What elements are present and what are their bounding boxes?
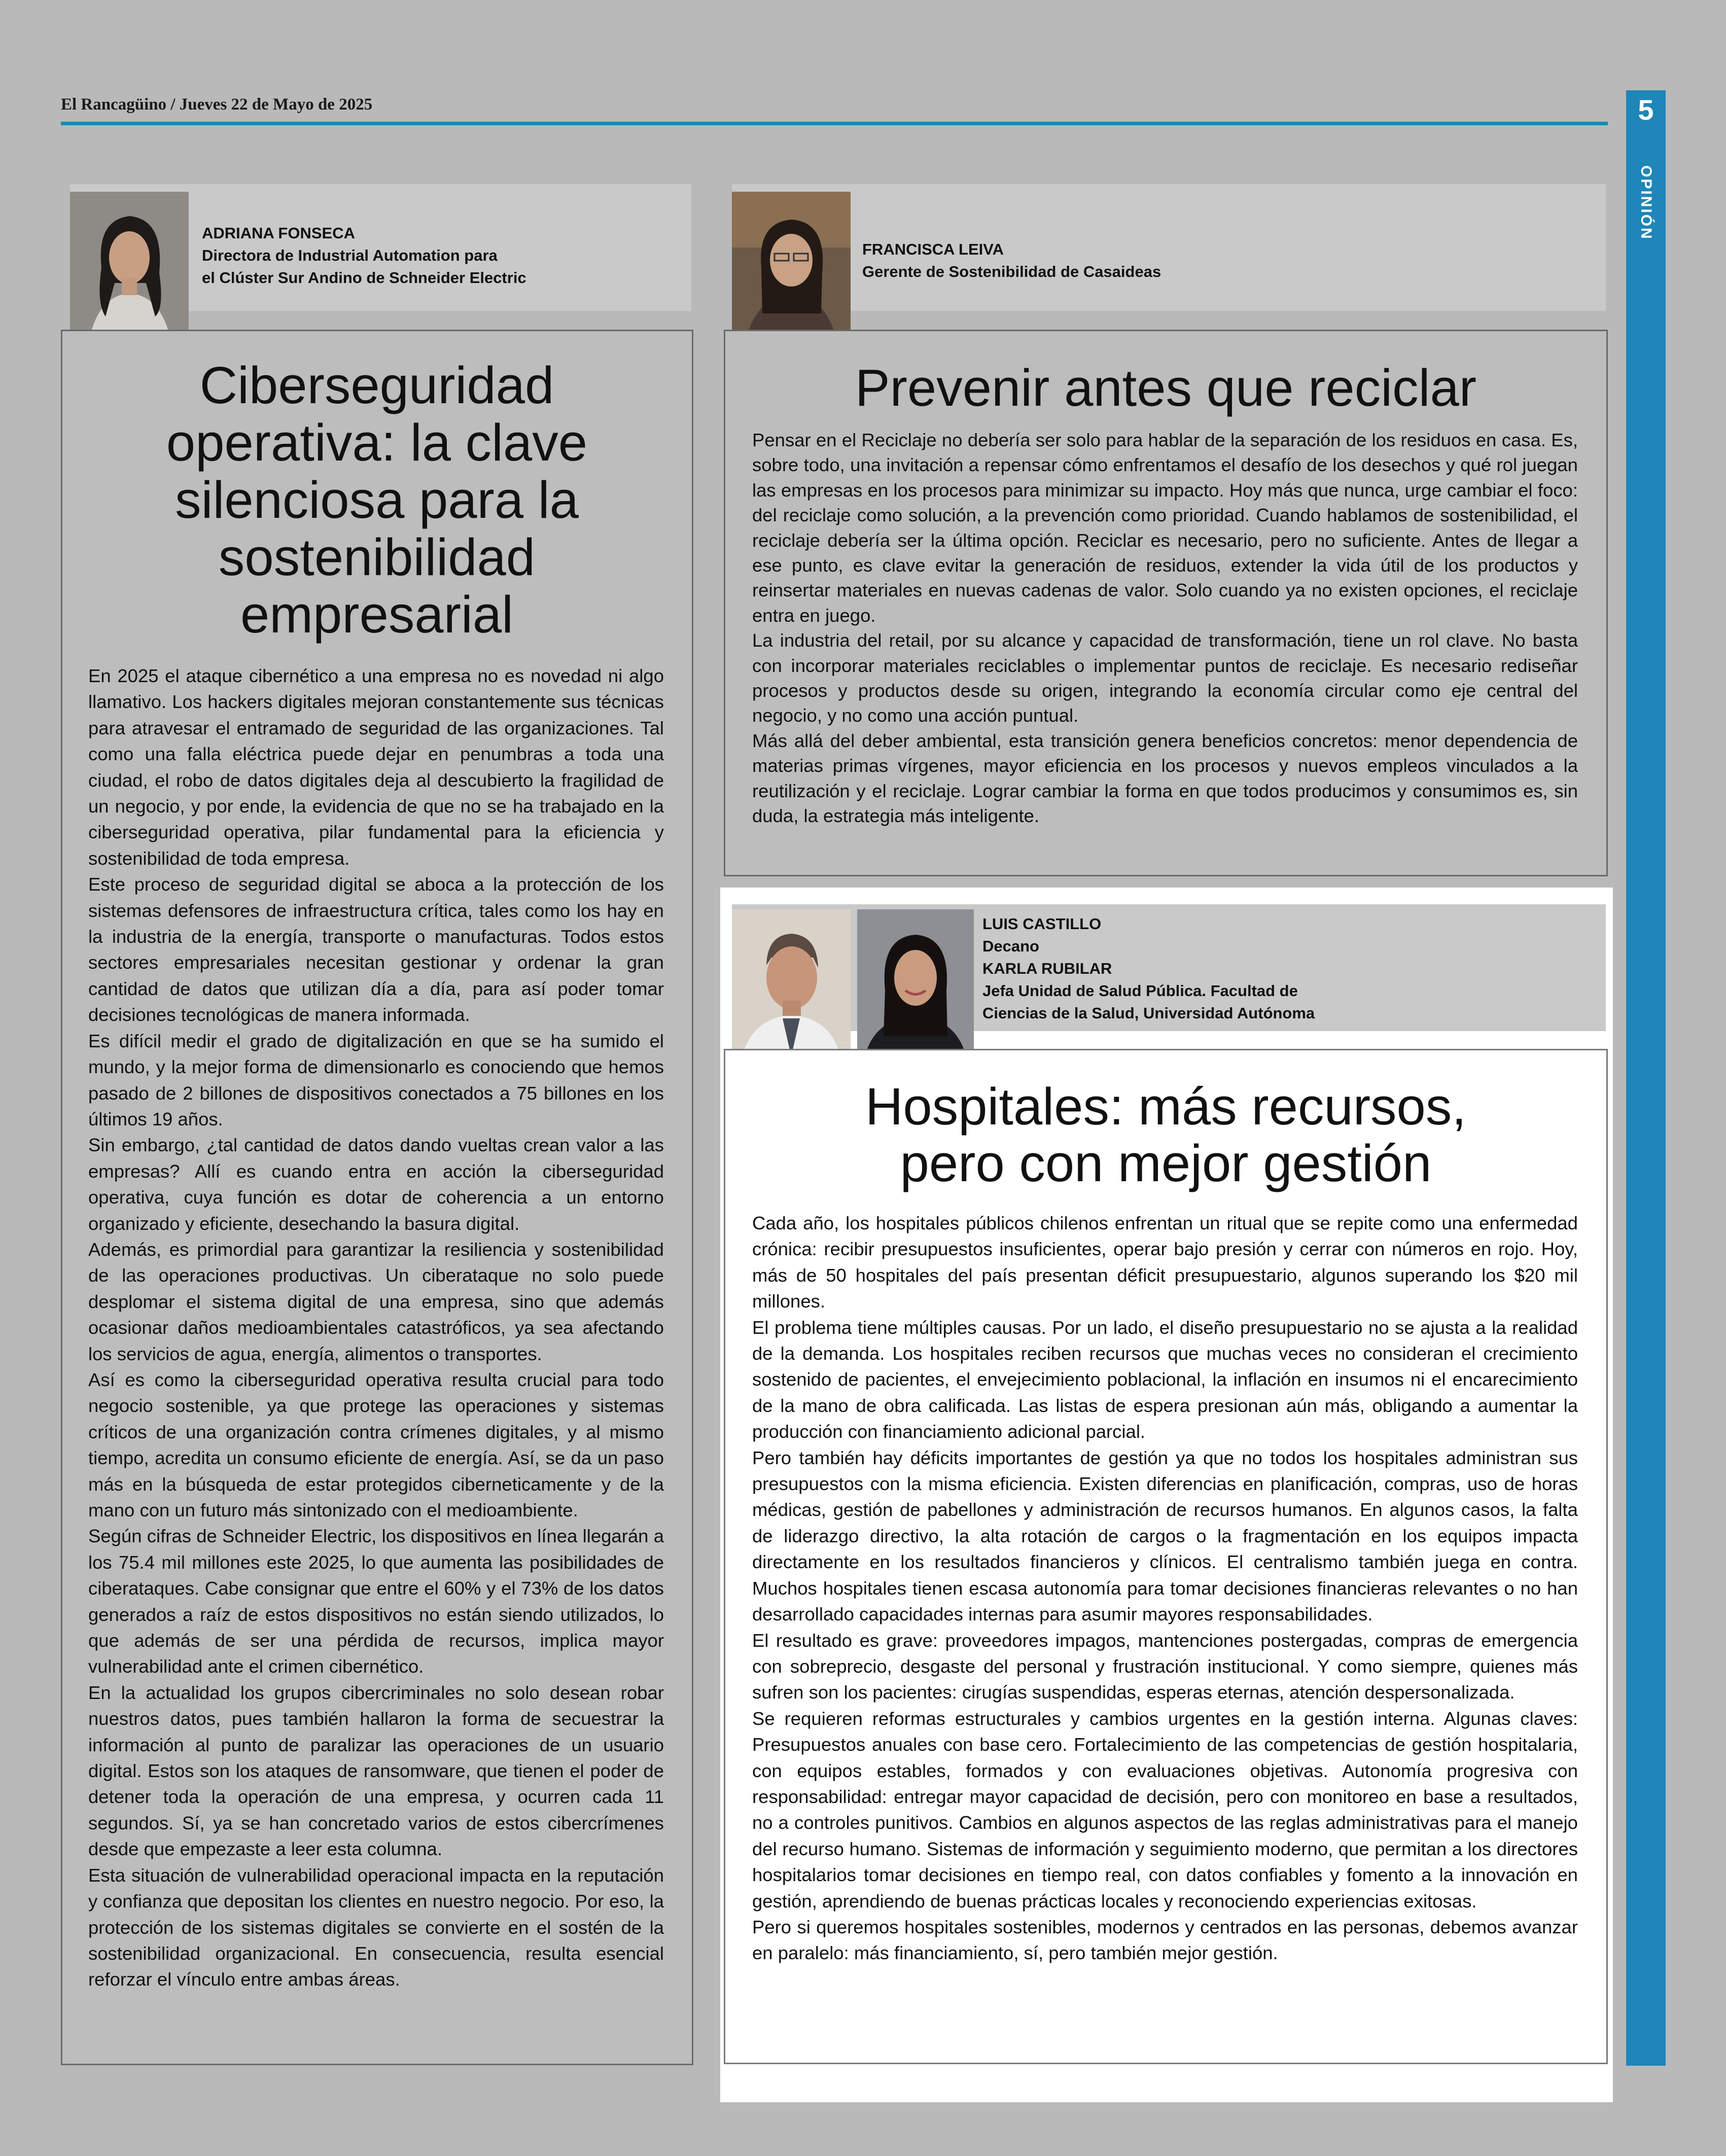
paragraph: Pero también hay déficits importantes de gestión ya que no todos los hospitales administran sus presupuestos con la misma eficiencia. Existen diferencias en planificación, compras, uso de horas médicas, gestión de pabellones y administración de recursos humanos. En algunos casos, la falta de liderazgo directivo, la alta rotación de cargos o la fragmentación en los equipos impacta directamente en los resultados financieros y clínicos. El centralismo también juega en contra. Muchos hospitales tienen escasa autonomía para tomar decisiones financieras relevantes o no han desarrollado capacidades internas para asumir mayores responsabilidades. (752, 1447, 1578, 1625)
author-role: Ciencias de la Salud, Universidad Autónoma (982, 1004, 1315, 1022)
header-rule (61, 122, 1608, 125)
newspaper-header: El Rancagüino / Jueves 22 de Mayo de 2025 (61, 95, 373, 114)
title-line: Hospitales: más recursos, (865, 1077, 1466, 1136)
article-body (752, 1210, 1578, 1966)
author-name: FRANCISCA LEIVA (862, 240, 1004, 258)
paragraph: Este proceso de seguridad digital se aboca a la protección de los sistemas defensores de infraestructura crítica, tales como los hay en la industria de la energía, transporte o manufacturas. Todos estos sectores empresariales necesitan gestionar y ordenar la gran cantidad de datos que utilizan día a día, para así poder tomar decisiones tecnológicas de manera informada. (88, 874, 664, 1026)
article-box-reciclar (724, 330, 1608, 876)
author-name: LUIS CASTILLO (982, 915, 1102, 933)
paragraph: Pero si queremos hospitales sostenibles, modernos y centrados en las personas, debemos avanzar en paralelo: más financiamiento, sí, pero también mejor gestión. (752, 1916, 1578, 1964)
author-role: el Clúster Sur Andino de Schneider Electric (202, 269, 526, 287)
author-role: Directora de Industrial Automation para (202, 246, 498, 264)
article-body (88, 663, 664, 1993)
paragraph: Pensar en el Reciclaje no debería ser solo para hablar de la separación de los residuos en casa. Es, sobre todo, una invitación a repensar cómo enfrentamos el desafío de los desechos y qué rol juegan las empresas en los procesos para minimizar su impacto. Hoy más que nunca, urge cambiar el foco: del reciclaje como solución, a la prevención como prioridad. Cuando hablamos de sostenibilidad, el reciclaje debería ser la última opción. Reciclar es necesario, pero no suficiente. Antes de llegar a ese punto, es clave evitar la generación de residuos, extender la vida útil de los productos y reinsertar materiales en nuevas cadenas de valor. Solo cuando ya no existen opciones, el reciclaje entra en juego. (752, 430, 1578, 626)
author-photo-rubilar (857, 909, 974, 1056)
article-title (725, 1078, 1606, 1192)
author-photo-castillo (732, 909, 851, 1056)
paragraph: El resultado es grave: proveedores impagos, mantenciones postergadas, compras de emergencia con sobreprecio, desgaste del personal y frustración institucional. Y como siempre, quienes más sufren son los pacientes: cirugías suspendidas, esperas eternas, atención despersonalizada. (752, 1630, 1578, 1703)
article-body (752, 428, 1578, 829)
paragraph: Esta situación de vulnerabilidad operacional impacta en la reputación y confianza que depositan los clientes en nuestro negocio. Por eso, la protección de los sistemas digitales se convierte en el sostén de la sostenibilidad organizacional. En consecuencia, resulta esencial reforzar el vínculo entre ambas áreas. (88, 1864, 664, 1990)
paragraph: Es difícil medir el grado de digitalización en que se ha sumido el mundo, y la mejor forma de dimensionarlo es conociendo que hemos pasado de 2 billones de dispositivos conectados a 75 billones en los últimos 19 años. (88, 1030, 664, 1129)
paragraph: La industria del retail, por su alcance y capacidad de transformación, tiene un rol clave. No basta con incorporar materiales reciclables o implementar puntos de reciclaje. Es necesario rediseñar procesos y productos desde su origen, integrando la economía circular como eje central del negocio, y no como una acción puntual. (752, 630, 1578, 726)
author-photo-leiva (732, 192, 851, 335)
page-number: 5 (1638, 94, 1654, 126)
author-role: Jefa Unidad de Salud Pública. Facultad de (982, 982, 1298, 1000)
paragraph: Además, es primordial para garantizar la resiliencia y sostenibilidad de las operaciones productivas. Un ciberataque no solo puede desplomar el sistema digital de una empresa, sino que además ocasionar daños medioambientales catastróficos, ya sea afectando los servicios de agua, energía, alimentos o transportes. (88, 1239, 664, 1364)
paragraph: Se requieren reformas estructurales y cambios urgentes en la gestión interna. Algunas claves: Presupuestos anuales con base cero. Fortalecimiento de las competencias de gestión hospitalaria, con equipos estables, formados y con evaluaciones objetivas. Autonomía progresiva con responsabilidad: entregar mayor capacidad de decisión, pero con monitoreo en base a resultados, no a controles punitivos. Cambios en algunos aspectos de las reglas administrativas para el manejo del recurso humano. Sistemas de información y seguimiento moderno, que permitan a los directores hospitalarios tomar decisiones en tiempo real, con datos confiables y fomento a la innovación en gestión, aprendiendo de buenas prácticas locales y reconociendo experiencias exitosas. (752, 1708, 1578, 1912)
author-role: Decano (982, 937, 1039, 955)
title-line: pero con mejor gestión (900, 1134, 1432, 1192)
paragraph: Según cifras de Schneider Electric, los dispositivos en línea llegarán a los 75.4 mil millones este 2025, lo que aumenta las posibilidades de ciberataques. Cabe consignar que entre el 60% y el 73% de los datos generados a raíz de estos dispositivos no están siendo utilizados, lo que además de ser una pérdida de recursos, implica mayor vulnerabilidad ante el crimen cibernético. (88, 1526, 664, 1677)
paragraph: En la actualidad los grupos cibercriminales no solo desean robar nuestros datos, pues también hallaron la forma de secuestrar la información al punto de paralizar las operaciones de un usuario digital. Estos son los ataques de ransomware, que tienen el poder de detener toda la operación de una empresa, y ocurren cada 11 segundos. Sí, ya se han concretado varios de estos cibercrímenes desde que empezaste a leer esta columna. (88, 1682, 664, 1860)
paragraph: Así es como la ciberseguridad operativa resulta crucial para todo negocio sostenible, ya que protege las operaciones y sistemas críticos de una organización contra crímenes digitales, y al mismo tiempo, acredita un consumo eficiente de energía. Así, se da un paso más en la búsqueda de estar protegidos ciberneticamente y de la mano con un futuro más sintonizado con el medioambiente. (88, 1369, 664, 1521)
author-name: ADRIANA FONSECA (202, 224, 355, 242)
section-side-bar (1626, 90, 1666, 2066)
author-photo-fonseca (70, 192, 189, 335)
article-title: Ciberseguridad operativa: la clave silenciosa para la sostenibilidad empresarial (166, 356, 588, 644)
author-role: Gerente de Sostenibilidad de Casaideas (862, 263, 1161, 280)
author-name: KARLA RUBILAR (982, 960, 1112, 977)
paragraph: El problema tiene múltiples causas. Por un lado, el diseño presupuestario no se ajusta a la realidad de la demanda. Los hospitales reciben recursos que muchas veces no consideran el crecimiento sostenido de pacientes, el envejecimiento poblacional, la inflación en insumos ni el encarecimiento de la mano de obra calificada. Las listas de espera presionan aún más, obligando a aumentar la producción con financiamiento adicional parcial. (752, 1317, 1578, 1442)
paragraph: Más allá del deber ambiental, esta transición genera beneficios concretos: menor dependencia de materias primas vírgenes, mayor eficiencia en los procesos y nuevos empleos vinculados a la reutilización y el reciclaje. Lograr cambiar la forma en que todos producimos y consumimos es, sin duda, la estrategia más inteligente. (752, 730, 1578, 827)
section-label: OPINIÓN (1638, 165, 1654, 240)
article-box-ciberseguridad (61, 330, 693, 2065)
paragraph: Cada año, los hospitales públicos chilenos enfrentan un ritual que se repite como una enfermedad crónica: recibir presupuestos insuficientes, operar bajo presión y cerrar con números en rojo. Hoy, más de 50 hospitales del país presentan déficit presupuestario, algunos superando los $20 mil millones. (752, 1213, 1578, 1312)
article-title: Prevenir antes que reciclar (855, 359, 1477, 417)
article-box-hospitales (724, 1049, 1608, 2064)
paragraph: En 2025 el ataque cibernético a una empresa no es novedad ni algo llamativo. Los hackers digitales mejoran constantemente sus técnicas para atravesar el entramado de seguridad de las organizaciones. Tal como una falla eléctrica puede dejar en penumbras a toda una ciudad, el robo de datos digitales deja al descubierto la fragilidad de un negocio, y por ende, la evidencia de que no se ha trabajado en la ciberseguridad operativa, pilar fundamental para la eficiencia y sostenibilidad de toda empresa. (88, 665, 664, 869)
paragraph: Sin embargo, ¿tal cantidad de datos dando vueltas crean valor a las empresas? Allí es cuando entra en acción la ciberseguridad operativa, cuya función es dotar de coherencia a un entorno organizado y eficiente, desechando la basura digital. (88, 1135, 664, 1234)
